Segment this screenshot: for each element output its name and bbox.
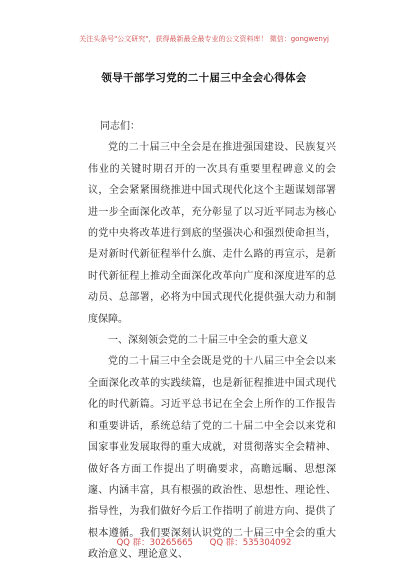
header-notice: 关注头条号"公文研究"，获得最新最全最专业的公文资料库！ 微信：gongwenyj — [79, 35, 329, 43]
footer-contact — [0, 536, 408, 548]
paragraph-significance: 党的二十届三中全会既是党的十八届三中全会以来全面深化改革的实践续篇，也是新征程推进中国式现代化的时代新篇。习近平总书记在全会上所作的工作报告和重要讲话，系统总结了党的二十届二中全会以来党和国家事业发展取得的重大成就，对贯彻落实全会精神、做好各方面工作提出了明确要求，高瞻远瞩、思想深邃、内涵丰富，具有根强的政治性、思想性、理论性、指导性，为我们做好今后工作指明了前进方向、提供了根本遵循。我们要深刻认识党的二十届三中全会的重大政治意义、理论意义、 — [88, 356, 336, 561]
footer-qq-group-2: QQ 群：535304092 — [209, 538, 292, 548]
document-title: 领导干部学习党的二十届三中全会心得体会 — [101, 72, 307, 84]
salutation: 同志们： — [100, 121, 140, 132]
document-body — [88, 116, 336, 566]
paragraph-intro: 党的二十届三中全会是在推进强国建设、民族复兴伟业的关键时期召开的一次具有重要里程碑意义的会议，全会紧紧围绕推进中国式现代化这个主题谋划部署进一步全面深化改革，充分彰显了以习近平同志为核心的党中央将改革进行到底的坚强决心和强烈使命担当，是对新时代新征程举什么旗、走什么路的再宣示，是新时代新征程上推动全面深化改革向广度和深度进军的总动员、总部署，必将为中国式现代化提供强大动力和制度保障。 — [88, 142, 336, 325]
section-heading: 一、深刻领会党的二十届三中全会的重大意义 — [108, 335, 308, 347]
footer-qq-group-1: QQ 群：30265665 — [116, 538, 193, 548]
